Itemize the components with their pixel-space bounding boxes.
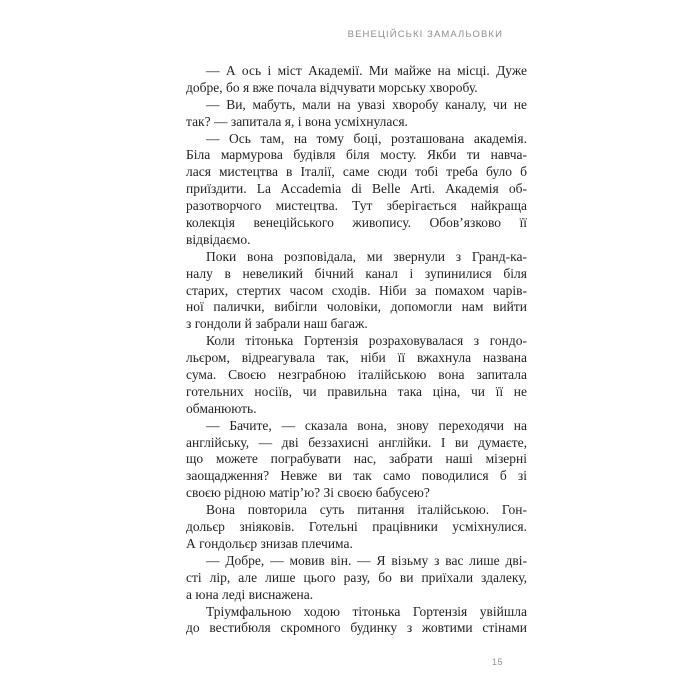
- text-line: льєром, відреагувала так, ніби її вжахнула названа: [186, 350, 527, 366]
- page-number: 15: [491, 657, 503, 667]
- text-line: Поки вона розповідала, ми звернули з Гранд-ка-: [206, 248, 527, 264]
- text-line: Біла мармурова будівля біля мосту. Якби ти навча-: [186, 147, 527, 163]
- text-line: колекція венеційського живопису. Обов’язково її: [186, 215, 527, 231]
- text-line: приїздити. La Accademia di Belle Arti. Академія об-: [186, 181, 527, 197]
- text-line: Вона повторила суть питання італійською. Гон-: [206, 502, 527, 518]
- text-line: добре, бо я вже почала відчувати морську хворобу.: [186, 79, 478, 95]
- text-line: англійську, — дві беззахисні англійки. І ви думаєте,: [186, 434, 527, 450]
- text-line: сума. Своєю незграбною італійською вона запитала: [186, 367, 527, 383]
- running-header: ВЕНЕЦІЙСЬКІ ЗАМАЛЬОВКИ: [347, 29, 503, 40]
- text-line: до вестибюля скромного будинку з жовтими стінами: [186, 620, 527, 636]
- text-line: А гондольєр знизав плечима.: [186, 535, 353, 551]
- text-line: своєю рідною матір’ю? Зі своєю бабусею?: [186, 485, 430, 501]
- text-line: налу в невеликий бічний канал і зупинилися біля: [186, 265, 527, 281]
- body-text-block: [186, 63, 527, 637]
- text-line: — А ось і міст Академії. Ми майже на місці. Дуже: [206, 63, 527, 78]
- text-line: старих, стертих часом сходів. Ніби за помахом чарів-: [186, 282, 527, 298]
- text-line: дольєр зніяковів. Готельні працівники усміхнулися.: [186, 519, 527, 535]
- text-line: сті лір, але лише цього разу, бо ви приїхали здалеку,: [186, 569, 527, 585]
- text-line: відвідаємо.: [186, 231, 251, 247]
- text-line: разотворчого мистецтва. Тут зберігається найкраща: [186, 198, 527, 214]
- text-line: з гондоли й забрали наш багаж.: [186, 316, 368, 332]
- text-line: що можете пограбувати нас, забрати наші мізерні: [186, 451, 527, 467]
- text-line: готельних носіїв, чи правильна така ціна, чи її не: [186, 383, 527, 399]
- text-line: Тріумфальною ходою тітонька Гортензія увійшла: [206, 603, 527, 619]
- text-line: заощадження? Невже ви так само поводилися б зі: [186, 468, 527, 484]
- text-line: Коли тітонька Гортензія розраховувалася з гондо-: [206, 333, 527, 349]
- text-line: — Добре, — мовив він. — Я візьму з вас лише дві-: [206, 552, 527, 568]
- text-line: — Ось там, на тому боці, розташована академія.: [206, 130, 527, 146]
- text-line: — Ви, мабуть, мали на увазі хворобу каналу, чи не: [206, 96, 527, 112]
- text-line: так? — запитала я, і вона усміхнулася.: [186, 113, 408, 129]
- text-line: ної палички, вибігли чоловіки, допомогли нам вийти: [186, 299, 527, 315]
- text-line: — Бачите, — сказала вона, знову переходячи на: [206, 417, 527, 433]
- text-line: а юна леді виснажена.: [186, 586, 314, 602]
- text-line: лася мистецтва в Італії, саме сюди тобі треба було б: [186, 164, 527, 180]
- text-line: обманюють.: [186, 400, 257, 416]
